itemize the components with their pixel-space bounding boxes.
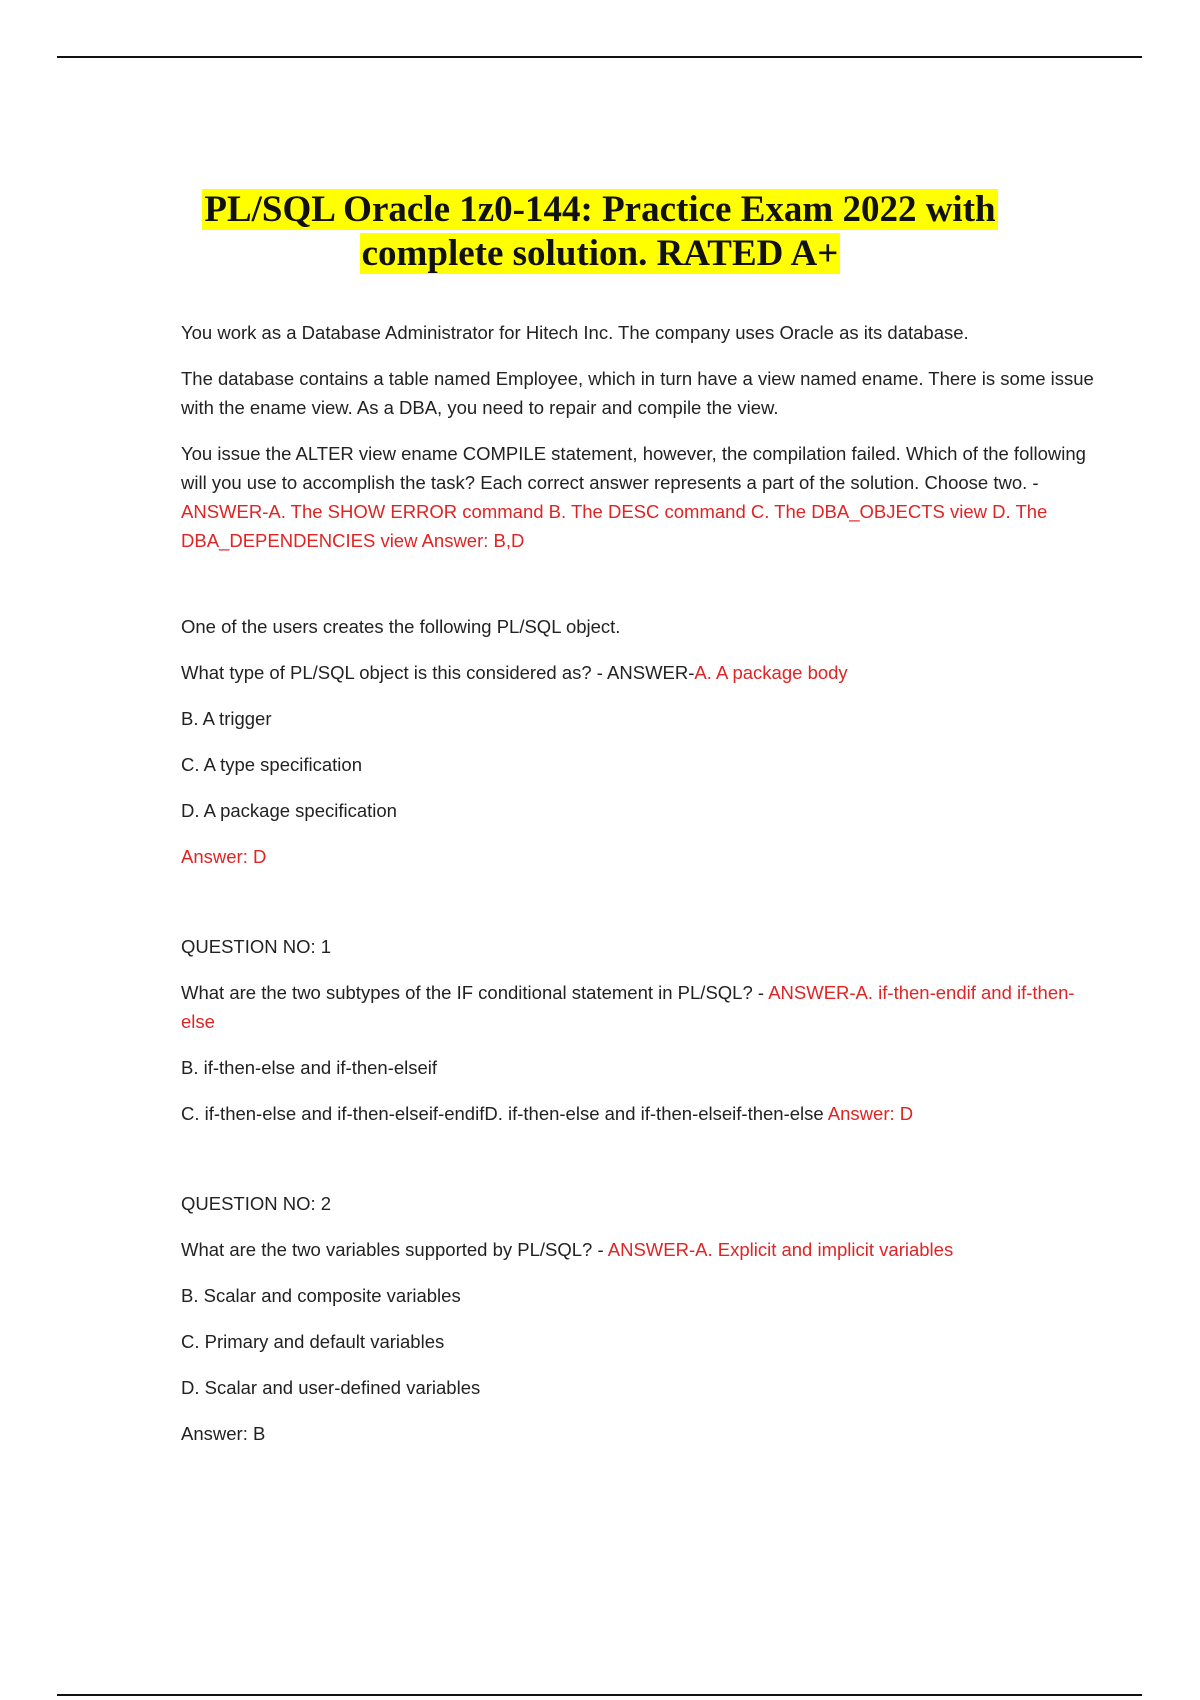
object-paragraph: One of the users creates the following PL/SQL object. — [181, 616, 621, 637]
q1-question-text: What are the two subtypes of the IF conditional statement in PL/SQL? - — [181, 982, 769, 1003]
q2-question-text: What are the two variables supported by PL/SQL? - — [181, 1239, 608, 1260]
intro-answer: ANSWER-A. The SHOW ERROR command B. The DESC command C. The DBA_OBJECTS view D. The DBA_DEPENDENCIES view Answer: B,D — [181, 501, 1048, 551]
q1-option-b: B. if-then-else and if-then-elseif — [181, 1057, 438, 1078]
q1-answer: Answer: D — [827, 1103, 914, 1124]
intro-paragraph-2: The database contains a table named Employee, which in turn have a view named ename. There is some issue with the ename view. As a DBA, you need to repair and compile the view. — [181, 368, 1094, 418]
q2-heading: QUESTION NO: 2 — [181, 1193, 332, 1214]
document-body — [181, 318, 1101, 1465]
top-rule — [57, 56, 1142, 58]
object-answer-a: A. A package body — [694, 662, 848, 683]
q2-option-c: C. Primary and default variables — [181, 1331, 445, 1352]
intro-paragraph-1: You work as a Database Administrator for Hitech Inc. The company uses Oracle as its database. — [181, 322, 969, 343]
object-option-d: D. A package specification — [181, 800, 397, 821]
object-option-b: B. A trigger — [181, 708, 272, 729]
q2-question — [181, 1235, 1101, 1264]
q2-answer: Answer: B — [181, 1423, 266, 1444]
intro-question-text: You issue the ALTER view ename COMPILE statement, however, the compilation failed. Which of the following will you use to accomplish the task? Each correct answer represents a part of the solution. Choose two. - — [181, 443, 1086, 493]
title-line-2: complete solution. RATED A+ — [361, 233, 839, 274]
title-line-1: PL/SQL Oracle 1z0-144: Practice Exam 2022 with — [204, 189, 996, 230]
bottom-rule — [57, 1694, 1142, 1696]
intro-question — [181, 439, 1101, 555]
q1-option-cd — [181, 1099, 1101, 1128]
object-option-c: C. A type specification — [181, 754, 362, 775]
object-answer: Answer: D — [181, 846, 267, 867]
q2-option-b: B. Scalar and composite variables — [181, 1285, 461, 1306]
q1-answer-a: ANSWER-A. if-then-endif and if-then-else — [181, 982, 1075, 1032]
q2-option-d: D. Scalar and user-defined variables — [181, 1377, 481, 1398]
q1-question — [181, 978, 1101, 1036]
q2-answer-a: ANSWER-A. Explicit and implicit variables — [607, 1239, 954, 1260]
q1-option-cd-text: C. if-then-else and if-then-elseif-endifD. if-then-else and if-then-elseif-then-else — [181, 1103, 828, 1124]
document-title — [100, 188, 1100, 276]
q1-heading: QUESTION NO: 1 — [181, 936, 332, 957]
object-question — [181, 658, 1101, 687]
object-question-text: What type of PL/SQL object is this considered as? - ANSWER- — [181, 662, 695, 683]
